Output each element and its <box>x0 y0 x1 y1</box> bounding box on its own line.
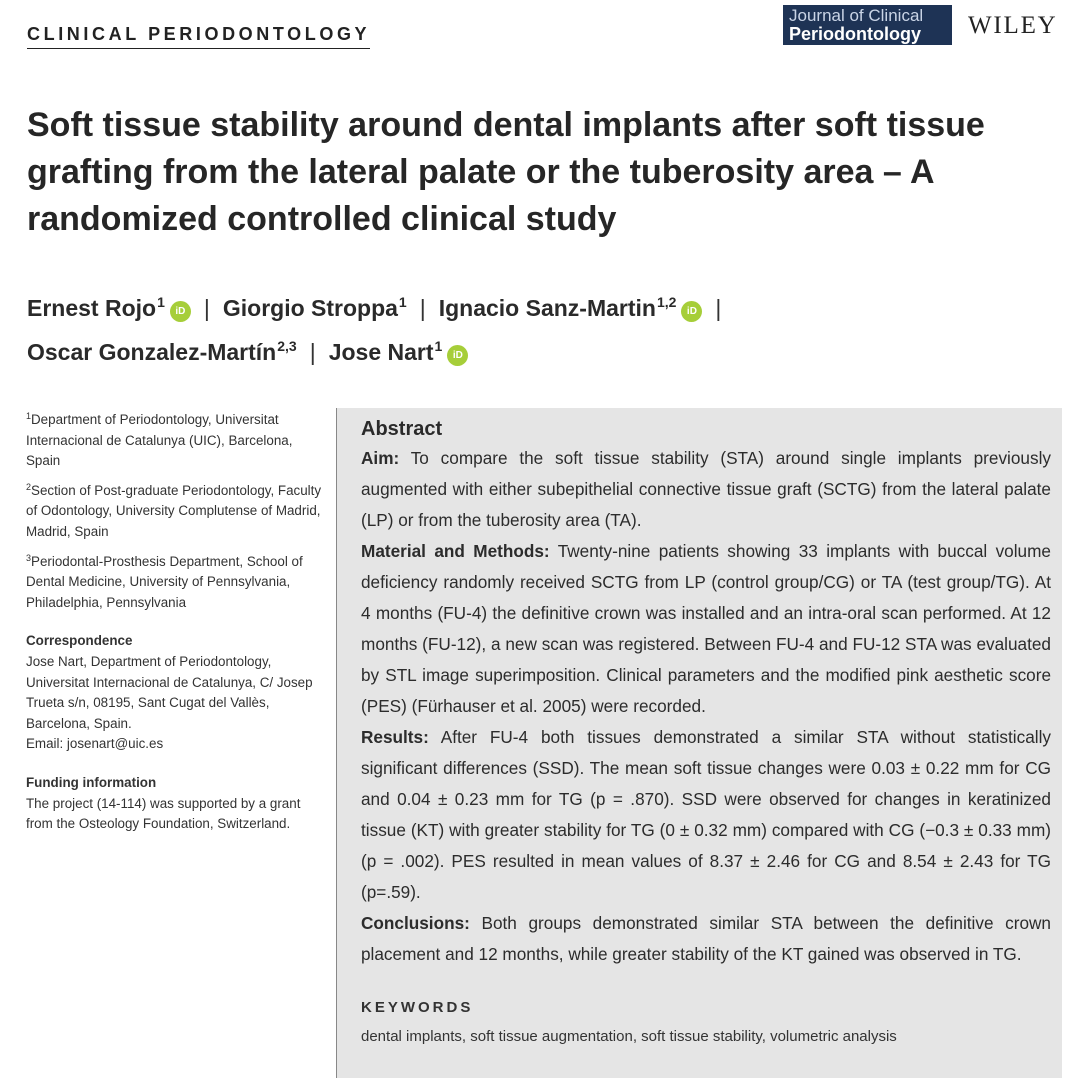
correspondence-text <box>26 652 326 755</box>
author[interactable] <box>27 295 165 321</box>
orcid-icon[interactable]: iD <box>447 345 468 366</box>
author-name: Jose Nart <box>328 339 434 365</box>
article-title: Soft tissue stability around dental implants after soft tissue grafting from the lateral palate or the tuberosity area – A randomized controlled clinical study <box>27 106 985 238</box>
keywords-list: dental implants, soft tissue augmentation, soft tissue stability, volumetric analysis <box>361 1028 897 1045</box>
abstract-heading: Abstract <box>361 418 443 440</box>
author-name: Ernest Rojo <box>27 295 157 321</box>
author-name: Oscar Gonzalez-Martín <box>27 339 277 365</box>
affiliation <box>26 548 326 614</box>
author-separator: | <box>203 295 210 321</box>
abstract-section-label: Aim: <box>361 448 400 468</box>
abstract-section-text: Twenty-nine patients showing 33 implants with buccal volume deficiency randomly received SCTG from LP (control group/CG) or TA (test group/TG). At 4 months (FU-4) the definitive crown was installed and an intra-oral scan performed. At 12 months (FU-12), a new scan was registered. Between FU-4 and FU-12 STA was evaluated by STL image superimposition. Clinical parameters and the modified pink aesthetic score (PES) (Fürhauser et al. 2005) were recorded. <box>361 541 1051 716</box>
abstract-methods <box>361 536 1051 722</box>
affiliation-number: 3 <box>26 552 32 563</box>
author-affiliation: 1 <box>434 338 443 354</box>
author-name: Ignacio Sanz-Martin <box>438 295 656 321</box>
abstract-section-text: To compare the soft tissue stability (STA) around single implants previously augmented with either subepithelial connective tissue graft (SCTG) from the lateral palate (LP) or from the tuberosity area (TA). <box>361 448 1051 530</box>
abstract-section-label: Material and Methods: <box>361 541 550 561</box>
orcid-icon[interactable]: iD <box>681 301 702 322</box>
journal-section-heading: CLINICAL PERIODONTOLOGY <box>27 24 370 49</box>
author[interactable] <box>27 339 297 365</box>
author-separator: | <box>419 295 426 321</box>
affiliation-number: 1 <box>26 411 32 421</box>
affiliation <box>26 406 326 472</box>
author-affiliation: 2,3 <box>277 338 297 354</box>
author[interactable] <box>329 339 443 365</box>
author-list <box>27 283 1067 371</box>
publisher-logo[interactable]: WILEY <box>968 12 1058 39</box>
abstract-section-label: Results: <box>361 727 429 747</box>
author-name: Giorgio Stroppa <box>222 295 398 321</box>
journal-logo-line1: Journal of Clinical <box>789 6 924 25</box>
funding-heading: Funding information <box>26 774 157 790</box>
author-affiliation: 1 <box>157 294 165 310</box>
affiliation-text: Section of Post-graduate Periodontology, Faculty of Odontology, University Complutense of Madrid, Madrid, Spain <box>26 482 322 539</box>
abstract-box <box>336 408 1062 1078</box>
abstract-section-label: Conclusions: <box>361 913 470 933</box>
author-separator: | <box>715 295 722 321</box>
author[interactable] <box>223 295 407 321</box>
affiliation-number: 2 <box>26 481 32 492</box>
article-info-column <box>26 406 326 835</box>
author[interactable] <box>439 295 677 321</box>
correspondence-email[interactable]: Email: josenart@uic.es <box>26 736 164 752</box>
journal-logo[interactable] <box>783 5 952 45</box>
affiliation <box>26 477 326 543</box>
abstract-section-text: Both groups demonstrated similar STA between the definitive crown placement and 12 months, while greater stability of the KT gained was observed in TG. <box>361 913 1051 964</box>
abstract-aim <box>361 443 1051 536</box>
affiliation-text: Periodontal-Prosthesis Department, School of Dental Medicine, University of Pennsylvania, Philadelphia, Pennsylvania <box>26 553 303 610</box>
abstract-results <box>361 722 1051 908</box>
correspondence-address: Jose Nart, Department of Periodontology, Universitat Internacional de Catalunya, C/ Josep Trueta s/n, 08195, Sant Cugat del Vallès, Barcelona, Spain. <box>26 653 313 731</box>
author-separator: | <box>309 339 316 365</box>
journal-logo-line2: Periodontology <box>789 24 921 44</box>
orcid-icon[interactable]: iD <box>170 301 191 322</box>
author-affiliation: 1 <box>398 294 407 310</box>
abstract-conclusions <box>361 908 1051 970</box>
affiliation-text: Department of Periodontology, Universitat Internacional de Catalunya (UIC), Barcelona, Spain <box>26 412 293 469</box>
correspondence-heading: Correspondence <box>26 633 133 649</box>
keywords-heading: KEYWORDS <box>361 999 474 1016</box>
funding-text: The project (14-114) was supported by a grant from the Osteology Foundation, Switzerland. <box>26 795 301 832</box>
abstract-section-text: After FU-4 both tissues demonstrated a similar STA without statistically significant differences (SSD). The mean soft tissue changes were 0.03 ± 0.22 mm for CG and 0.04 ± 0.23 mm for TG (p = .870). SSD were observed for changes in keratinized tissue (KT) with greater stability for TG (0 ± 0.32 mm) compared with CG (−0.3 ± 0.33 mm) (p = .002). PES resulted in mean values of 8.37 ± 2.46 for CG and 8.54 ± 2.43 for TG (p=.59). <box>361 727 1052 902</box>
author-affiliation: 1,2 <box>656 294 677 310</box>
